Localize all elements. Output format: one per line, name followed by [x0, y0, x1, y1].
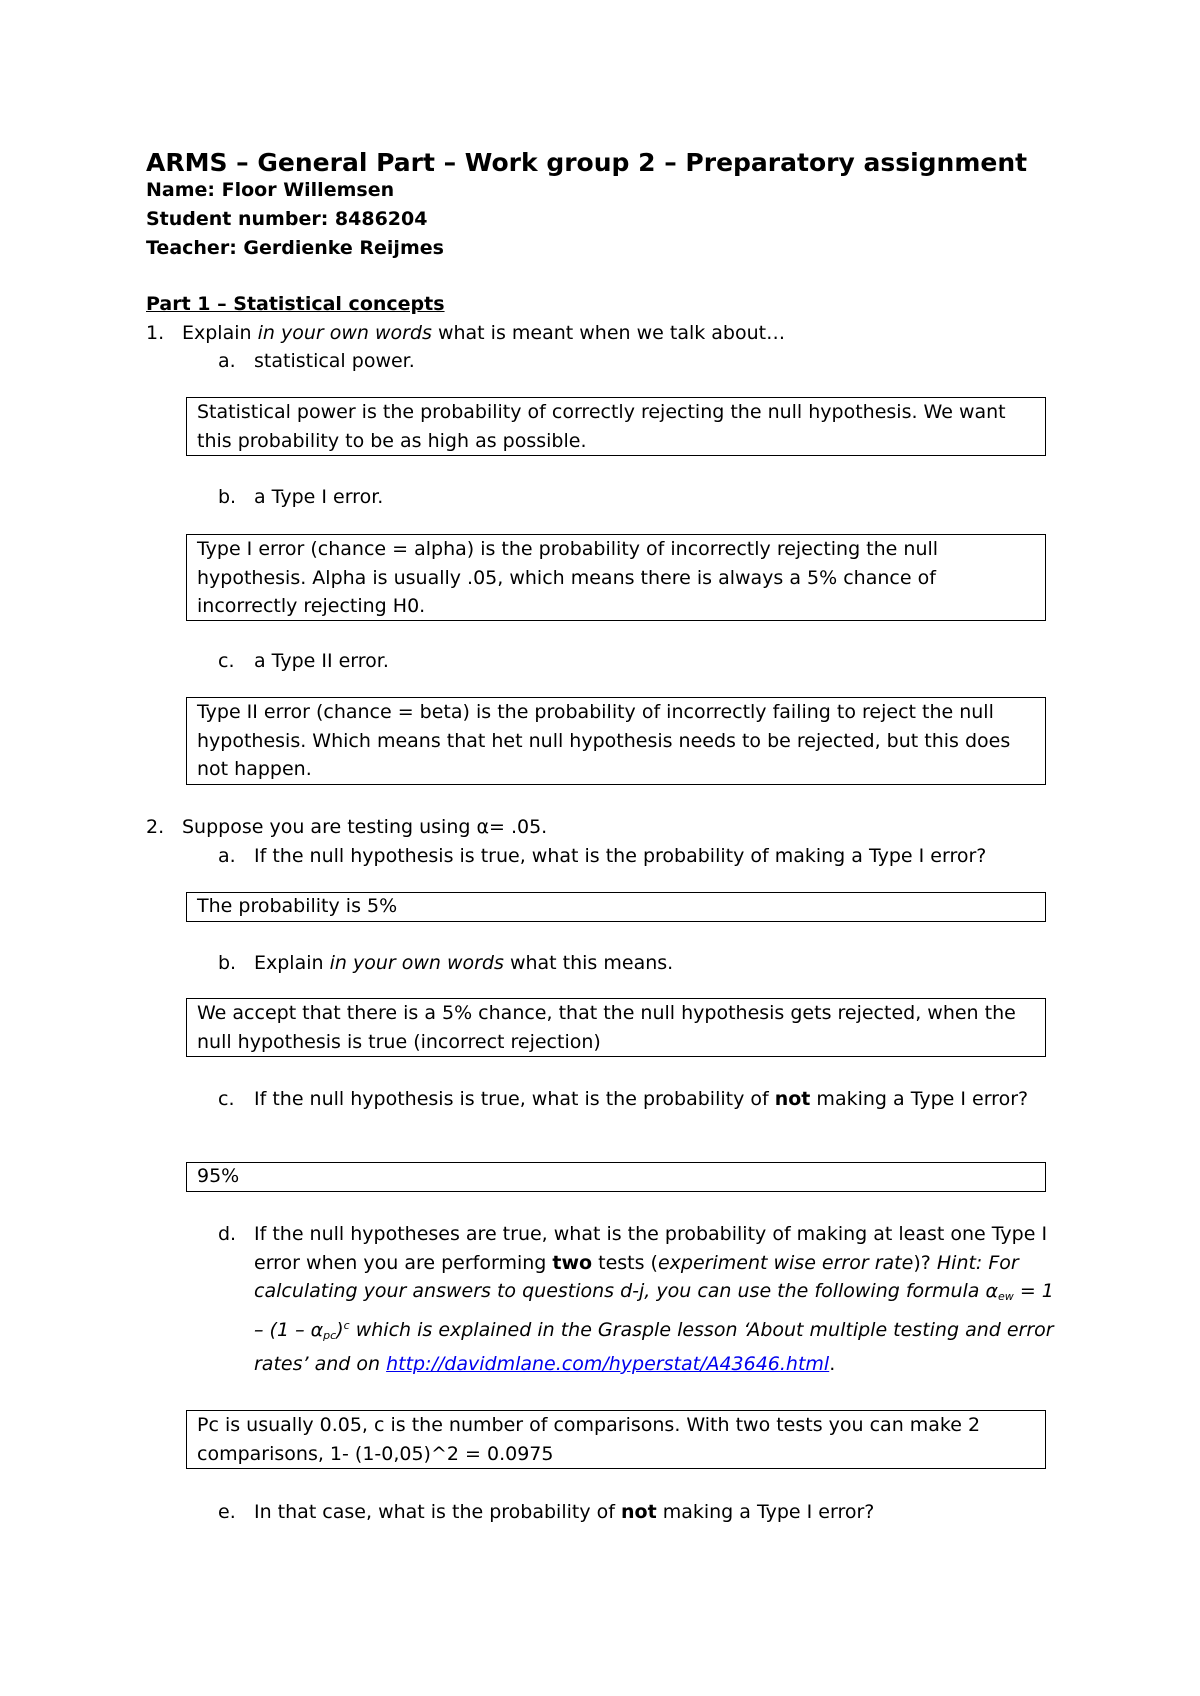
- q2d-hint-sub-ew: ew: [998, 1290, 1014, 1303]
- q1a-letter: a.: [218, 350, 236, 372]
- q1a-text: statistical power.: [254, 350, 415, 372]
- q2e-text-before: In that case, what is the probability of: [254, 1501, 621, 1523]
- q2a-text: If the null hypothesis is true, what is the probability of making a Type I error?: [254, 845, 987, 867]
- q2d-hint-c: ): [336, 1318, 344, 1341]
- q2c-text: [254, 1085, 1054, 1114]
- q2d-text-italic: experiment wise error rate: [657, 1251, 914, 1274]
- q2d-text-bold: two: [552, 1251, 593, 1274]
- q2d-text: [254, 1220, 1069, 1379]
- q2e-text: [254, 1498, 1074, 1527]
- question-1-number: 1.: [146, 322, 165, 344]
- q2c-letter: c.: [218, 1088, 235, 1110]
- q2d-answer-box: Pc is usually 0.05, c is the number of comparisons. With two tests you can make 2 comparisons, 1- (1-0,05)^2 = 0.0975: [186, 1410, 1046, 1469]
- q2b-text-after: what this means.: [503, 952, 674, 974]
- q2d-hint-sub-pc: pc: [323, 1328, 337, 1342]
- q2e-text-after: making a Type I error?: [656, 1501, 875, 1523]
- q2c-answer-box: 95%: [186, 1162, 1046, 1192]
- q2c-text-bold: not: [774, 1088, 811, 1110]
- teacher-name: Teacher: Gerdienke Reijmes: [146, 237, 444, 259]
- q2d-letter: d.: [218, 1223, 237, 1245]
- q1b-text: a Type I error.: [254, 486, 384, 508]
- q2d-hint-d: which is explained in the Grasple lesson ‘About multiple testing and error rates’ and on: [254, 1318, 1054, 1375]
- q2c-text-after: making a Type I error?: [810, 1088, 1029, 1110]
- q1b-letter: b.: [218, 486, 237, 508]
- q2d-hint-a: Hint: For calculating your answers to questions d-j, you can use the following formula α: [254, 1251, 1019, 1302]
- hyperstat-link[interactable]: http://davidmlane.com/hyperstat/A43646.html: [386, 1353, 830, 1375]
- q2d-text-close: )?: [913, 1251, 937, 1274]
- q2e-text-bold: not: [620, 1501, 657, 1523]
- question-1-text: [182, 322, 785, 344]
- q2b-text: [254, 949, 1074, 978]
- q2d-link-after: .: [829, 1353, 836, 1375]
- student-number: Student number: 8486204: [146, 208, 428, 230]
- q2e-letter: e.: [218, 1501, 236, 1523]
- q2b-answer-box: We accept that there is a 5% chance, that the null hypothesis gets rejected, when the null hypothesis is true (incorrect rejection): [186, 998, 1046, 1057]
- q2d-hint-sup-c: c: [343, 1318, 350, 1332]
- q2b-text-before: Explain: [254, 952, 330, 974]
- q2a-answer-box: The probability is 5%: [186, 892, 1046, 922]
- q2c-text-before: If the null hypothesis is true, what is the probability of: [254, 1088, 775, 1110]
- q2d-text-before: If the null hypotheses are true, what is the probability of making at least one Type I error when you are performing: [254, 1223, 1048, 1274]
- question-2-text: Suppose you are testing using α= .05.: [182, 816, 548, 838]
- part-heading: Part 1 – Statistical concepts: [146, 293, 445, 315]
- q2d-hint-b: = 1 – (1 – α: [254, 1280, 1054, 1341]
- document-title: ARMS – General Part – Work group 2 – Preparatory assignment: [146, 148, 1028, 177]
- student-name: Name: Floor Willemsen: [146, 179, 395, 201]
- question-1-text-before: Explain: [182, 322, 258, 344]
- question-1-text-after: what is meant when we talk about…: [431, 322, 786, 344]
- q2b-letter: b.: [218, 952, 237, 974]
- q1c-answer-box: Type II error (chance = beta) is the probability of incorrectly failing to reject the null hypothesis. Which means that het null hypothesis needs to be rejected, but this does not happen.: [186, 697, 1046, 785]
- question-1-text-italic: in your own words: [257, 322, 432, 344]
- q2a-letter: a.: [218, 845, 236, 867]
- q2d-text-mid: tests (: [592, 1251, 658, 1274]
- q1c-letter: c.: [218, 650, 235, 672]
- q2b-text-italic: in your own words: [329, 952, 504, 974]
- question-2-number: 2.: [146, 816, 165, 838]
- q1c-text: a Type II error.: [254, 650, 389, 672]
- q1a-answer-box: Statistical power is the probability of correctly rejecting the null hypothesis. We want this probability to be as high as possible.: [186, 397, 1046, 456]
- q1b-answer-box: Type I error (chance = alpha) is the probability of incorrectly rejecting the null hypothesis. Alpha is usually .05, which means there is always a 5% chance of incorrectly rejecting H0.: [186, 534, 1046, 621]
